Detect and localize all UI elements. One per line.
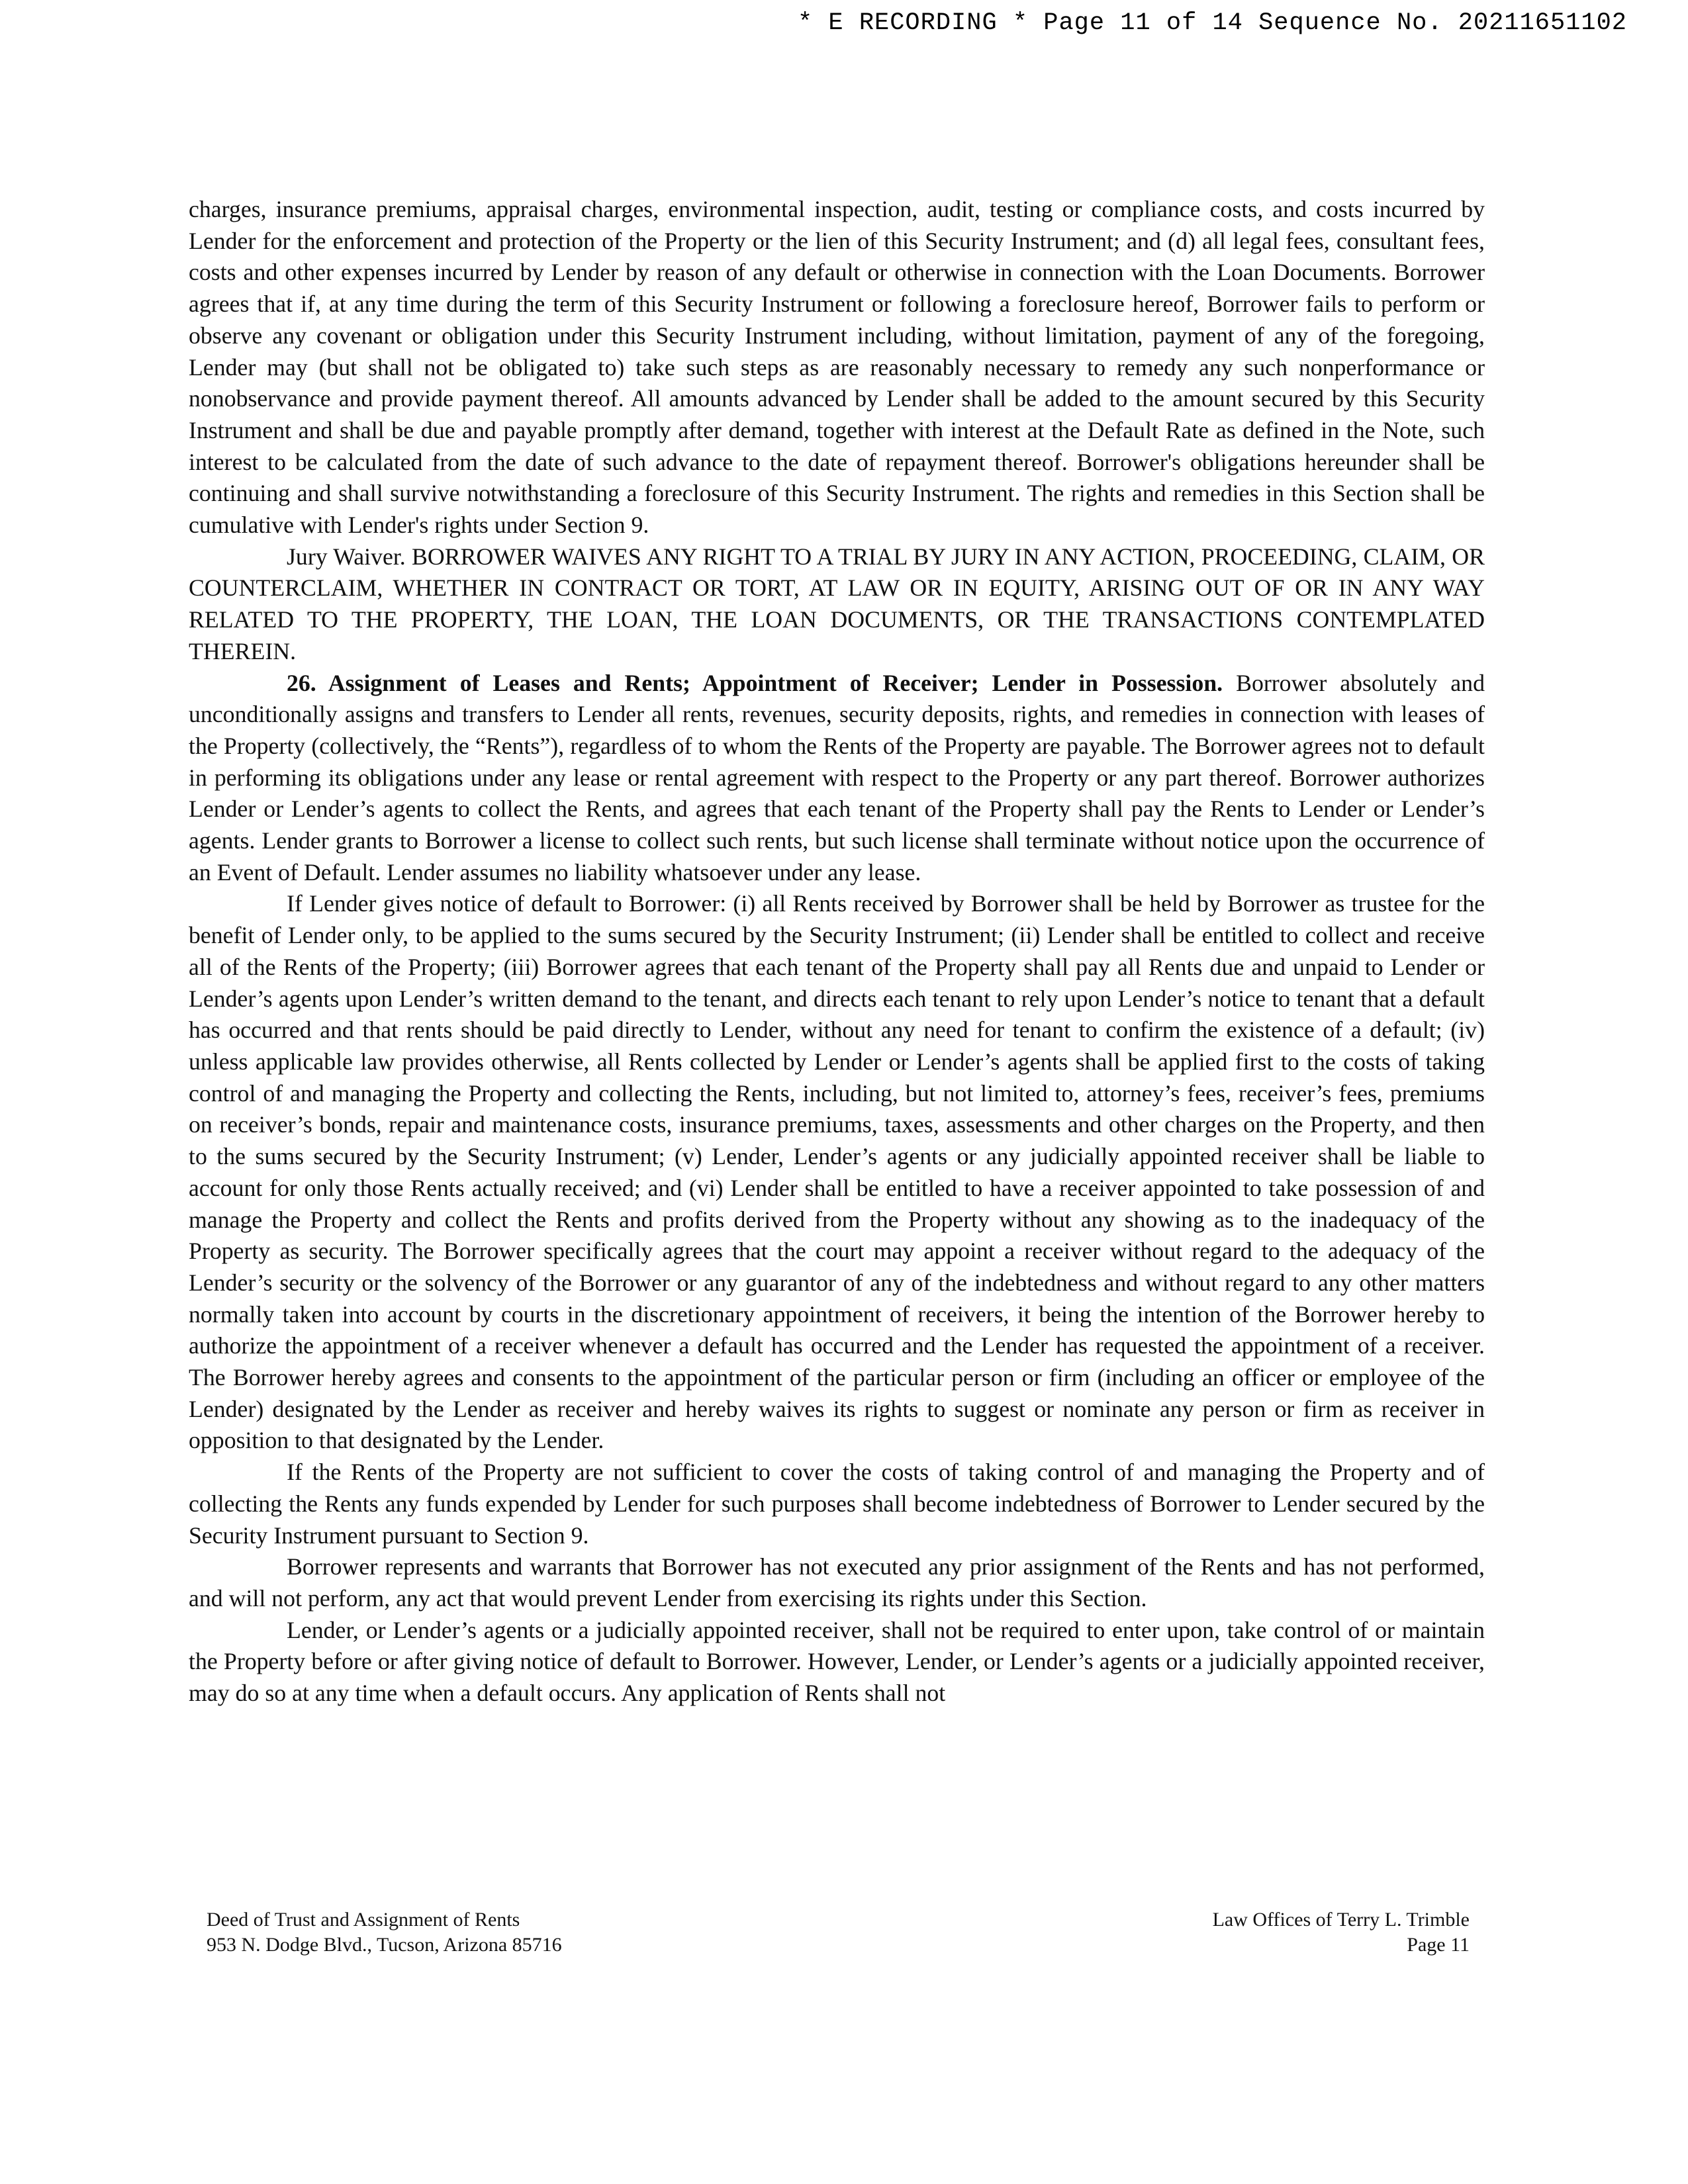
recording-stamp: * E RECORDING * Page 11 of 14 Sequence No. 20211651102 — [798, 9, 1627, 37]
footer-left — [207, 1907, 562, 1958]
footer-law-office: Law Offices of Terry L. Trimble — [1212, 1909, 1470, 1931]
footer-right — [1213, 1907, 1470, 1958]
paragraph-insufficient-rents: If the Rents of the Property are not sufficient to cover the costs of taking control of and managing the Property and of collecting the Rents any funds expended by Lender for such purposes shall become indebtedness of Borrower to Lender secured by the Security Instrument pursuant to Section 9. — [189, 1459, 1485, 1549]
footer-address: 953 N. Dodge Blvd., Tucson, Arizona 85716 — [207, 1934, 562, 1956]
footer-doc-title: Deed of Trust and Assignment of Rents — [207, 1909, 520, 1931]
section-26-text: Borrower absolutely and unconditionally assigns and transfers to Lender all rents, revenues, security deposits, rights, and remedies in connection with leases of the Property (collectively, the “Rents”), regardless of to whom the Rents of the Property are payable. The Borrower agrees not to default in performing its obligations under any lease or rental agreement with respect to the Property or any part thereof. Borrower authorizes Lender or Lender’s agents to collect the Rents, and agrees that each tenant of the Property shall pay the Rents to Lender or Lender’s agents. Lender grants to Borrower a license to collect such rents, but such license shall terminate without notice upon the occurrence of an Event of Default. Lender assumes no liability whatsoever under any lease. — [189, 669, 1485, 886]
section-26-heading: 26. Assignment of Leases and Rents; Appointment of Receiver; Lender in Possession. — [287, 669, 1223, 696]
paragraph-continued-costs: charges, insurance premiums, appraisal charges, environmental inspection, audit, testing or compliance costs, and costs incurred by Lender for the enforcement and protection of the Property or the lien of this Security Instrument; and (d) all legal fees, consultant fees, costs and other expenses incurred by Lender by reason of any default or otherwise in connection with the Loan Documents. Borrower agrees that if, at any time during the term of this Security Instrument or following a foreclosure hereof, Borrower fails to perform or observe any covenant or obligation under this Security Instrument including, without limitation, payment of any of the foregoing, Lender may (but shall not be obligated to) take such steps as are reasonably necessary to remedy any such nonperformance or nonobservance and provide payment thereof. All amounts advanced by Lender shall be added to the amount secured by this Security Instrument and shall be due and payable promptly after demand, together with interest at the Default Rate as defined in the Note, such interest to be calculated from the date of such advance to the date of repayment thereof. Borrower's obligations hereunder shall be continuing and shall survive notwithstanding a foreclosure of this Security Instrument. The rights and remedies in this Section shall be cumulative with Lender's rights under Section 9. — [189, 196, 1485, 539]
paragraph-notice-of-default: If Lender gives notice of default to Borrower: (i) all Rents received by Borrower shall be held by Borrower as trustee for the benefit of Lender only, to be applied to the sums secured by the Security Instrument; (ii) Lender shall be entitled to collect and receive all of the Rents of the Property; (iii) Borrower agrees that each tenant of the Property shall pay all Rents due and unpaid to Lender or Lender’s agents upon Lender’s written demand to the tenant, and directs each tenant to rely upon Lender’s notice to tenant that a default has occurred and that rents should be paid directly to Lender, without any need for tenant to confirm the existence of a default; (iv) unless applicable law provides otherwise, all Rents collected by Lender or Lender’s agents shall be applied first to the costs of taking control of and managing the Property and collecting the Rents, including, but not limited to, attorney’s fees, receiver’s fees, premiums on receiver’s bonds, repair and maintenance costs, insurance premiums, taxes, assessments and other charges on the Property, and then to the sums secured by the Security Instrument; (v) Lender, Lender’s agents or any judicially appointed receiver shall be liable to account for only those Rents actually received; and (vi) Lender shall be entitled to have a receiver appointed to take possession of and manage the Property and collect the Rents and profits derived from the Property without any showing as to the inadequacy of the Property as security. The Borrower specifically agrees that the court may appoint a receiver without regard to the adequacy of the Lender’s security or the solvency of the Borrower or any guarantor of any of the indebtedness and without regard to any other matters normally taken into account by courts in the discretionary appointment of receivers, it being the intention of the Borrower hereby to authorize the appointment of a receiver whenever a default has occurred and the Lender has requested the appointment of a receiver. The Borrower hereby agrees and consents to the appointment of the particular person or firm (including an officer or employee of the Lender) designated by the Lender as receiver and hereby waives its rights to suggest or nominate any person or firm as receiver in opposition to that designated by the Lender. — [189, 890, 1485, 1454]
paragraph-representations: Borrower represents and warrants that Borrower has not executed any prior assignment of the Rents and has not performed, and will not perform, any act that would prevent Lender from exercising its rights under this Section. — [189, 1553, 1485, 1612]
paragraph-section-26 — [189, 668, 1485, 889]
paragraph-jury-waiver: Jury Waiver. BORROWER WAIVES ANY RIGHT TO A TRIAL BY JURY IN ANY ACTION, PROCEEDING, CLAIM, OR COUNTERCLAIM, WHETHER IN CONTRACT OR TORT, AT LAW OR IN EQUITY, ARISING OUT OF OR IN ANY WAY RELATED TO THE PROPERTY, THE LOAN, THE LOAN DOCUMENTS, OR THE TRANSACTIONS CONTEMPLATED THEREIN. — [189, 543, 1485, 664]
paragraph-lender-possession: Lender, or Lender’s agents or a judicially appointed receiver, shall not be required to enter upon, take control of or maintain the Property before or after giving notice of default to Borrower. However, Lender, or Lender’s agents or a judicially appointed receiver, may do so at any time when a default occurs. Any application of Rents shall not — [189, 1616, 1485, 1707]
document-body — [189, 194, 1485, 1709]
footer-page-number: Page 11 — [1407, 1934, 1470, 1956]
